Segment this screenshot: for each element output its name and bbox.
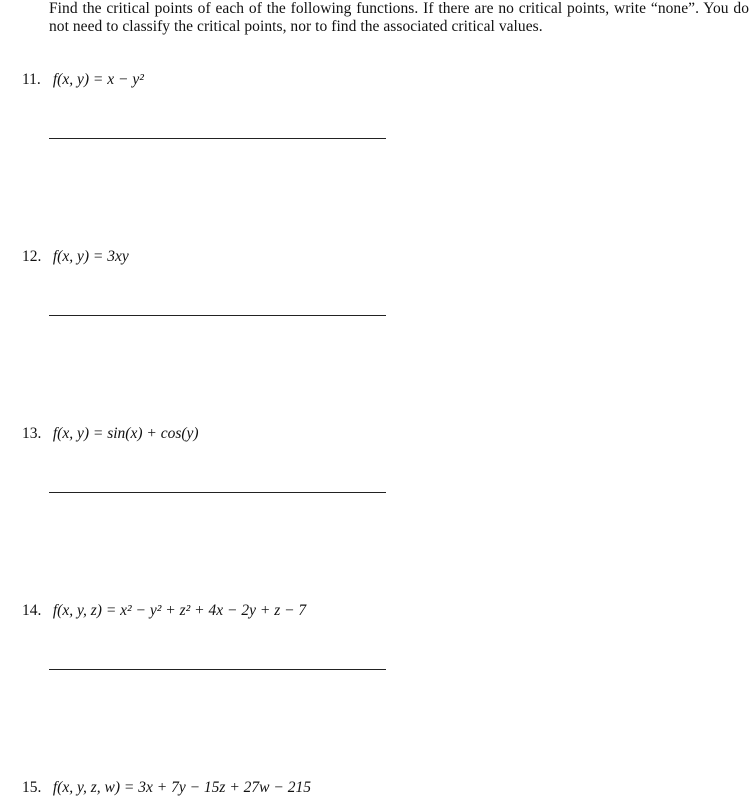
problem-15 [22,778,311,798]
problem-number: 14. [22,602,42,619]
problem-expression: f(x, y, z, w) = 3x + 7y − 15z + 27w − 215 [52,779,311,796]
answer-line-14[interactable] [49,669,386,670]
problem-expression: f(x, y) = x − y² [52,71,144,88]
problem-number: 12. [22,248,42,265]
problem-number: 15. [22,779,42,796]
problem-11 [22,70,144,90]
problem-expression: f(x, y) = sin(x) + cos(y) [52,425,199,442]
problem-14 [22,601,306,621]
problem-number: 11. [22,71,41,88]
problem-13 [22,424,199,444]
instructions-text: Find the critical points of each of the following functions. If there are no critical points, write “none”. You do not need to classify the critical points, nor to find the associated critical values. [49,0,749,35]
answer-line-12[interactable] [49,315,386,316]
problem-expression: f(x, y) = 3xy [52,248,129,265]
answer-line-11[interactable] [49,138,386,139]
problem-number: 13. [22,425,42,442]
answer-line-13[interactable] [49,492,386,493]
problem-expression: f(x, y, z) = x² − y² + z² + 4x − 2y + z − 7 [52,602,307,619]
problem-12 [22,247,129,267]
